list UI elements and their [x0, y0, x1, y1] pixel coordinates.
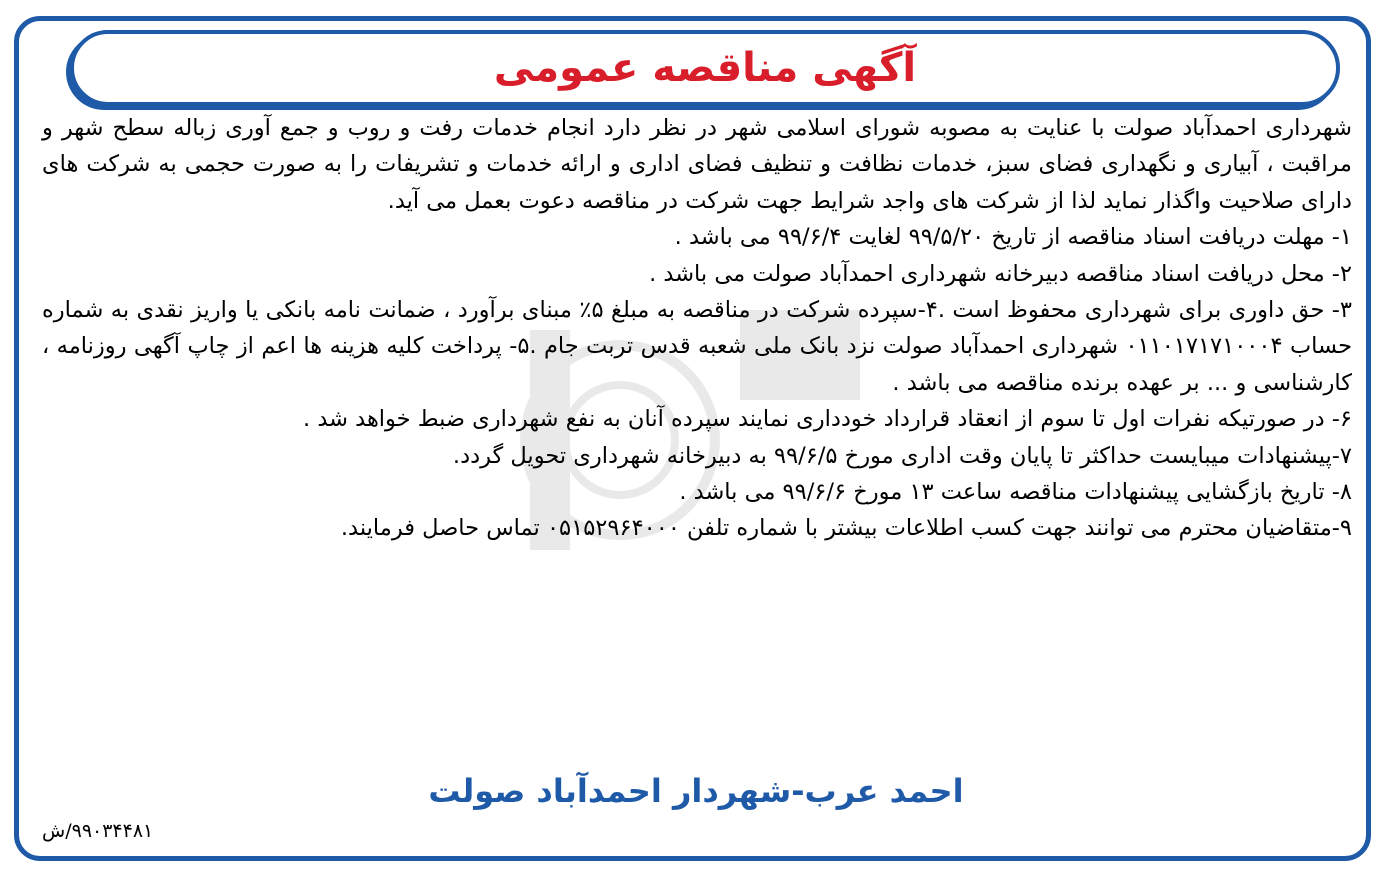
clause-1: ۱- مهلت دریافت اسناد مناقصه از تاریخ ۹۹/۵/۲۰ لغایت ۹۹/۶/۴ می باشد . [674, 224, 1352, 251]
notice-body [42, 110, 1352, 770]
notice-title: آگهی مناقصه عمومی [493, 45, 917, 91]
clause-3-5: ۳- حق داوری برای شهرداری محفوظ است .۴-سپرده شرکت در مناقصه به مبلغ ۵٪ مبنای برآورد ، ضمانت نامه بانکی یا واریز نقدی به شماره حساب ۰۱۱۰۱۷۱۷۱۰۰۰۴ شهرداری احمدآباد صولت نزد بانک ملی شعبه قدس تربت جام .۵- پرداخت کلیه هزینه ها اعم از چاپ آگهی روزنامه ، کارشناسی و ... بر عهده برنده مناقصه می باشد . [42, 297, 1353, 396]
intro-paragraph: شهرداری احمدآباد صولت با عنایت به مصوبه شورای اسلامی شهر در نظر دارد انجام خدمات رفت و روب و جمع آوری زباله سطح شهر و مراقبت ، آبیاری و نگهداری فضای سبز، خدمات نظافت و تنظیف فضای اداری و ارائه خدمات و تشریفات را به صورت حجمی به شرکت های دارای صلاحیت واگذار نماید لذا از شرکت های واجد شرایط جهت شرکت در مناقصه دعوت بعمل می آید. [42, 115, 1352, 214]
title-banner [70, 30, 1340, 106]
clause-2: ۲- محل دریافت اسناد مناقصه دبیرخانه شهرداری احمدآباد صولت می باشد . [649, 260, 1352, 287]
clause-6: ۶- در صورتیکه نفرات اول تا سوم از انعقاد قرارداد خودداری نمایند سپرده آنان به نفع شهرداری ضبط خواهد شد . [303, 406, 1352, 433]
clause-8: ۸- تاریخ بازگشایی پیشنهادات مناقصه ساعت ۱۳ مورخ ۹۹/۶/۶ می باشد . [679, 479, 1352, 506]
clause-7: ۷-پیشنهادات میبایست حداکثر تا پایان وقت اداری مورخ ۹۹/۶/۵ به دبیرخانه شهرداری تحویل گردد. [452, 442, 1352, 469]
reference-code: ۹۹۰۳۴۴۸۱/ش [42, 820, 154, 842]
mayor-signature: احمد عرب-شهردار احمدآباد صولت [428, 772, 964, 810]
clause-9: ۹-متقاضیان محترم می توانند جهت کسب اطلاعات بیشتر با شماره تلفن ۰۵۱۵۲۹۶۴۰۰۰ تماس حاصل فرمایند. [340, 515, 1352, 542]
